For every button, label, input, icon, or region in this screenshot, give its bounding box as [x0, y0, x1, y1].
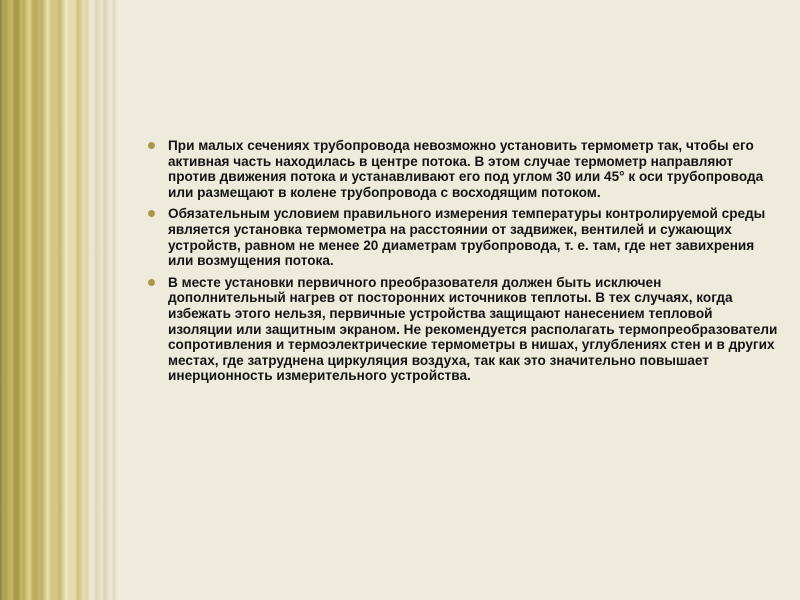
bullet-text-1: При малых сечениях трубопровода невозможно установить термометр так, чтобы его активная часть находилась в центре потока. В этом случае термометр направляют против движения потока и устанавливают его под углом 30 или 45° к оси трубопровода или размещают в колене трубопровода с восходящим потоком. [168, 138, 764, 200]
bullet-text-3: В месте установки первичного преобразователя должен быть исключен дополнительный нагрев от посторонних источников теплоты. В тех случаях, когда избежать этого нельзя, первичные устройства защищают нанесением тепловой изоляции или защитным экраном. Не рекомендуется располагать термопреобразователи сопротивления и термоэлектрические термометры в нишах, углублениях стен и в других местах, где затруднена циркуляция воздуха, так как это значительно повышает инерционность измерительного устройства. [168, 274, 778, 384]
bullet-list [148, 138, 778, 384]
bullet-item-3 [148, 275, 778, 384]
gold-curtain-decoration [0, 0, 120, 600]
bullet-dot-icon [148, 142, 155, 149]
bullet-text-2: Обязательным условием правильного измерения температуры контролируемой среды является установка термометра на расстоянии от задвижек, вентилей и сужающих устройств, равном не менее 20 диаметрам трубопровода, т. е. там, где нет завихрения или возмущения потока. [168, 206, 766, 269]
bullet-dot-icon [148, 210, 155, 217]
slide-content [148, 138, 778, 390]
bullet-item-1 [148, 138, 778, 200]
bullet-dot-icon [148, 279, 155, 286]
bullet-item-2 [148, 206, 778, 268]
